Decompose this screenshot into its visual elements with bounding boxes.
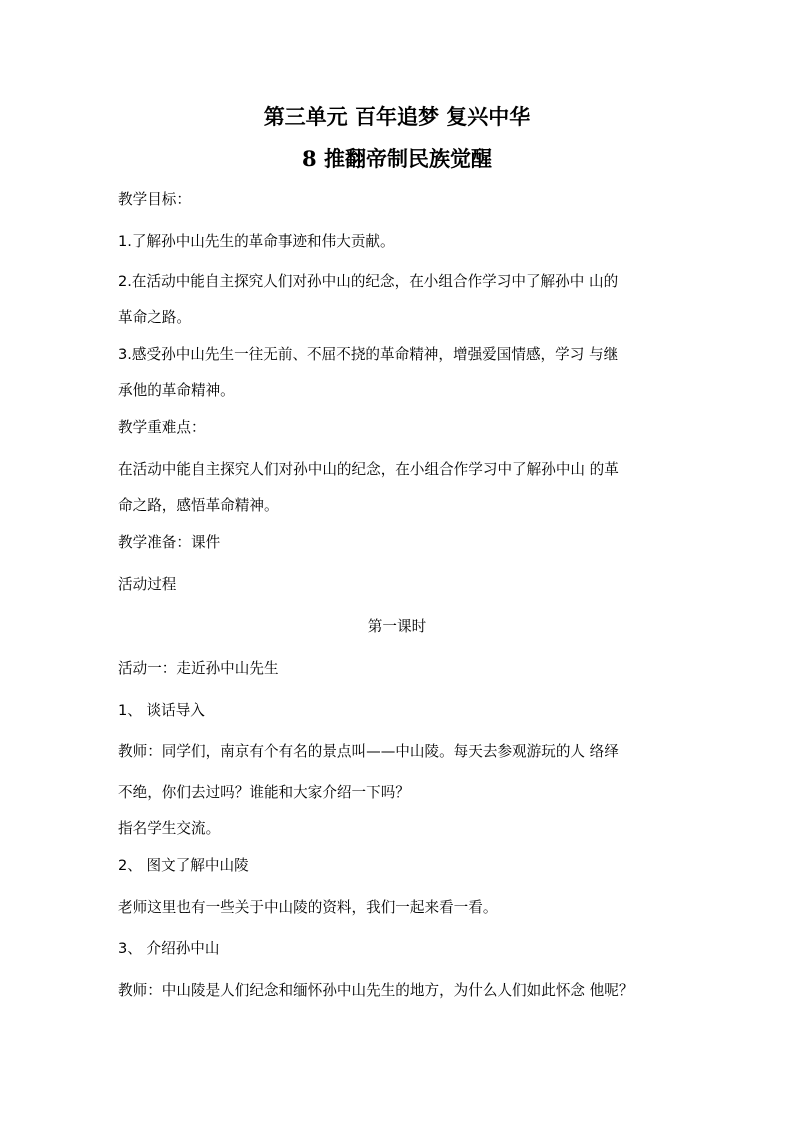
goal-2-line-2: 革命之路。	[118, 309, 191, 326]
step-3: 3、 介绍孙中山	[118, 940, 220, 957]
teacher-1-line-2: 不绝，你们去过吗？谁能和大家介绍一下吗？	[118, 784, 410, 801]
period-heading: 第一课时	[367, 618, 427, 635]
teacher-3: 教师：中山陵是人们纪念和缅怀孙中山先生的地方，为什么人们如此怀念 他呢？	[118, 982, 634, 999]
key-points-line-2: 命之路，感悟革命精神。	[118, 497, 279, 514]
goal-2-line-1: 2.在活动中能自主探究人们对孙中山的纪念，在小组合作学习中了解孙中 山的	[118, 273, 619, 290]
step-1: 1、 谈话导入	[118, 702, 205, 719]
key-points-line-1: 在活动中能自主探究人们对孙中山的纪念，在小组合作学习中了解孙中山 的革	[118, 461, 619, 478]
goal-3-line-1: 3.感受孙中山先生一往无前、不屈不挠的革命精神，增强爱国情感，学习 与继	[118, 346, 619, 363]
lesson-title: 8 推翻帝制民族觉醒	[302, 146, 492, 171]
process-heading: 活动过程	[118, 576, 177, 593]
activity-1: 活动一：走近孙中山先生	[118, 660, 279, 677]
goal-1: 1.了解孙中山先生的革命事迹和伟大贡献。	[118, 233, 395, 250]
student-exchange: 指名学生交流。	[118, 820, 221, 837]
step-2: 2、 图文了解中山陵	[118, 857, 249, 874]
goal-3-line-2: 承他的革命精神。	[118, 382, 235, 399]
teacher-2: 老师这里也有一些关于中山陵的资料，我们一起来看一看。	[118, 899, 498, 916]
key-points-heading: 教学重难点：	[118, 419, 206, 436]
teaching-preparation: 教学准备：课件	[118, 534, 221, 551]
unit-title: 第三单元 百年追梦 复兴中华	[263, 104, 531, 129]
teacher-1-line-1: 教师：同学们，南京有个有名的景点叫——中山陵。每天去参观游玩的人 络绎	[118, 743, 619, 760]
goals-heading: 教学目标：	[118, 191, 191, 208]
